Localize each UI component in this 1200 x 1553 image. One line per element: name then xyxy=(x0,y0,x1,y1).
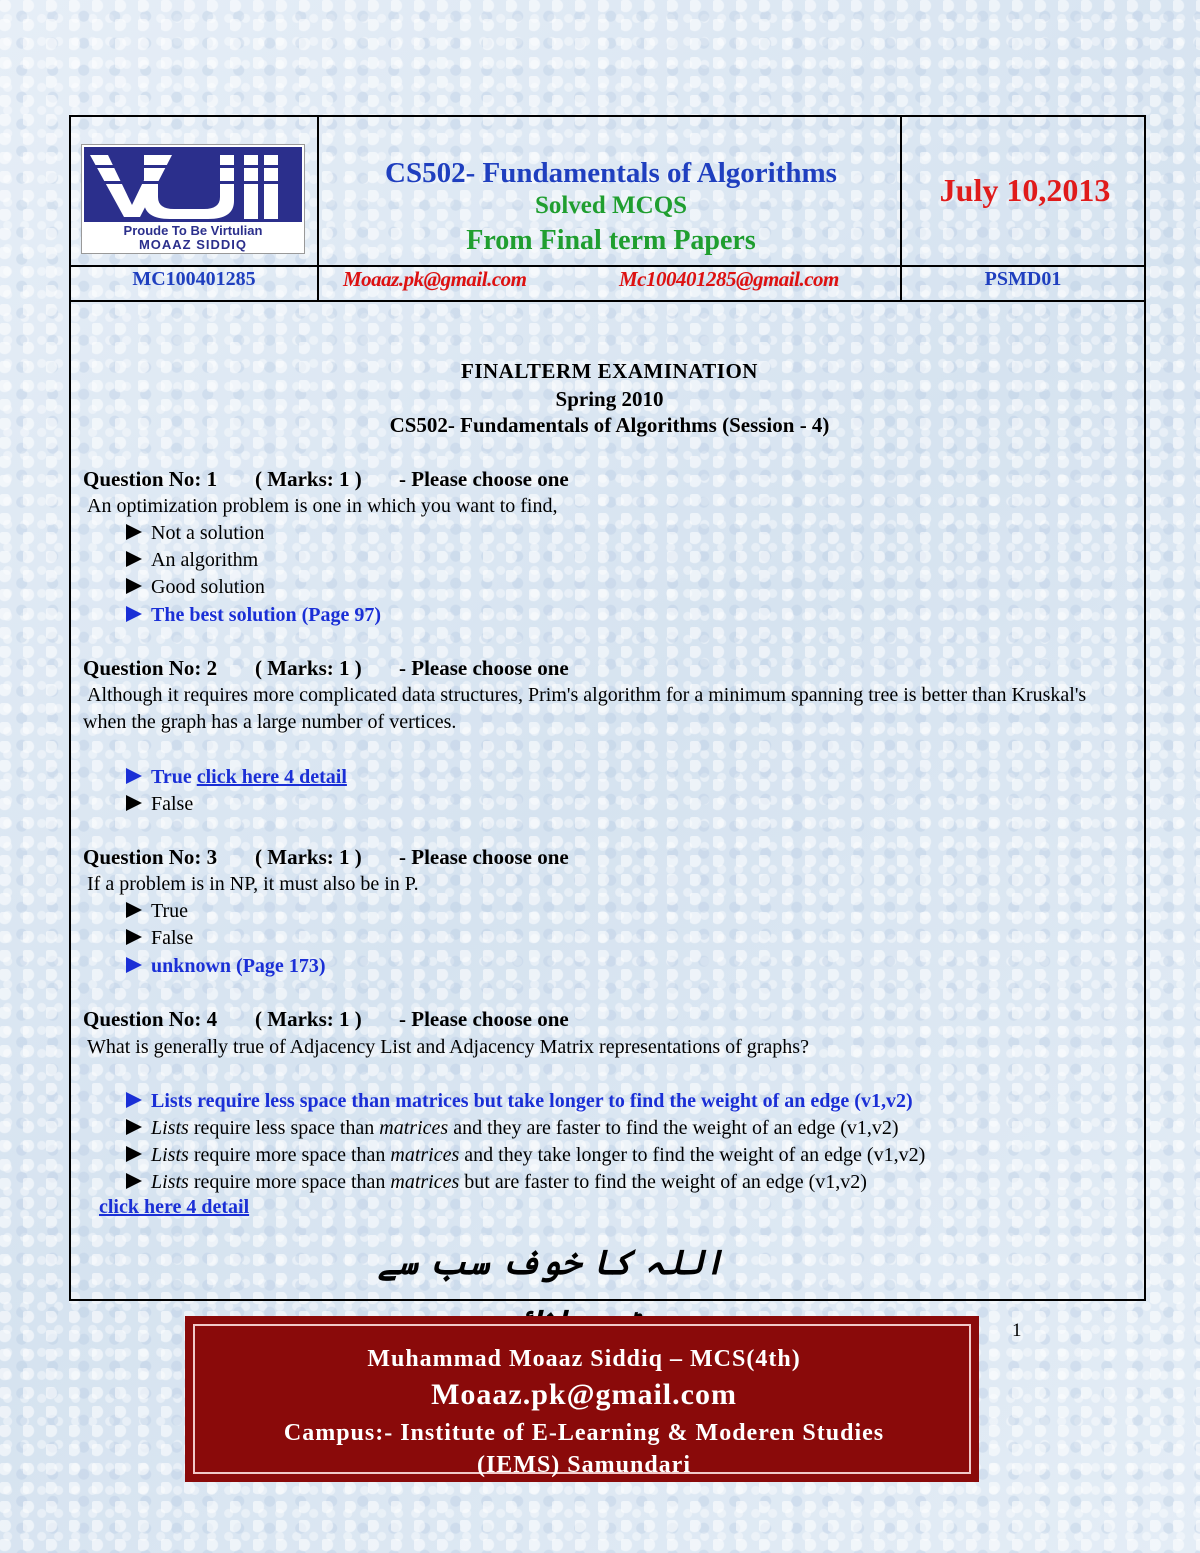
arrow-icon xyxy=(126,1092,142,1108)
question-4-text: What is generally true of Adjacency List and Adjacency Matrix representations of graphs? xyxy=(87,1036,809,1058)
question-instruction: - Please choose one xyxy=(399,656,569,680)
author-footer xyxy=(185,1316,979,1482)
logo-name: MOAAZ SIDDIQ xyxy=(138,237,248,252)
question-3-option-2[interactable]: False xyxy=(126,925,193,952)
question-1-header xyxy=(83,467,569,492)
question-number: Question No: 1 xyxy=(83,467,218,491)
document-subtitle-2: From Final term Papers xyxy=(466,225,756,256)
question-4-option-2[interactable]: Lists require less space than matrices and they are faster to find the weight of an edge (v1,v2) xyxy=(126,1115,899,1142)
document-title: CS502- Fundamentals of Algorithms xyxy=(385,157,837,189)
header-row-divider xyxy=(71,265,1144,267)
question-1-answer[interactable]: The best solution (Page 97) xyxy=(126,602,381,629)
page-number: 1 xyxy=(1012,1320,1022,1341)
arrow-icon xyxy=(126,606,142,622)
arrow-icon xyxy=(126,1173,142,1189)
question-3-text: If a problem is in NP, it must also be in P. xyxy=(87,873,419,895)
question-marks: ( Marks: 1 ) xyxy=(255,656,362,680)
page-frame xyxy=(69,115,1146,1301)
question-instruction: - Please choose one xyxy=(399,1007,569,1031)
question-2-answer[interactable]: True click here 4 detail xyxy=(126,764,347,791)
question-1-option-2[interactable]: An algorithm xyxy=(126,547,258,574)
exam-term: Spring 2010 xyxy=(555,387,664,411)
detail-link-1[interactable]: click here 4 detail xyxy=(196,766,347,788)
exam-title: FINALTERM EXAMINATION xyxy=(461,359,758,383)
footer-campus: Campus:- Institute of E-Learning & Moderen Studies xyxy=(283,1420,885,1446)
footer-border xyxy=(193,1324,971,1478)
urdu-quote xyxy=(361,1233,741,1293)
logo-tagline: Proude To Be Virtulian xyxy=(123,223,263,238)
footer-email: Moaaz.pk@gmail.com xyxy=(431,1378,737,1411)
header-divider-1 xyxy=(317,117,319,301)
arrow-icon xyxy=(126,551,142,567)
question-4-option-3[interactable]: Lists require more space than matrices and they take longer to find the weight of an edge (v1,v2) xyxy=(126,1142,925,1169)
question-instruction: - Please choose one xyxy=(399,845,569,869)
question-marks: ( Marks: 1 ) xyxy=(255,845,362,869)
question-1-option-3[interactable]: Good solution xyxy=(126,574,265,601)
arrow-icon xyxy=(126,795,142,811)
question-1-text: An optimization problem is one in which you want to find, xyxy=(87,495,558,517)
question-number: Question No: 3 xyxy=(83,845,218,869)
question-3-option-1[interactable]: True xyxy=(126,898,188,925)
document-subtitle: Solved MCQS xyxy=(534,192,688,219)
question-2-text: Although it requires more complicated data structures, Prim's algorithm for a minimum spanning tree is better than Kruskal's when the graph has a large number of vertices. xyxy=(83,684,1087,733)
student-id: MC100401285 xyxy=(132,268,256,290)
arrow-icon xyxy=(126,1119,142,1135)
code-label: PSMD01 xyxy=(984,268,1062,290)
arrow-icon xyxy=(126,957,142,973)
question-3-header xyxy=(83,845,569,870)
question-marks: ( Marks: 1 ) xyxy=(255,467,362,491)
question-4-option-4[interactable]: Lists require more space than matrices but are faster to find the weight of an edge (v1,v2) xyxy=(126,1169,867,1196)
arrow-icon xyxy=(126,1146,142,1162)
email-1: Moaaz.pk@gmail.com xyxy=(343,267,527,291)
header-bottom-line xyxy=(71,300,1144,302)
question-marks: ( Marks: 1 ) xyxy=(255,1007,362,1031)
question-number: Question No: 2 xyxy=(83,656,218,680)
arrow-icon xyxy=(126,524,142,540)
urdu-quote-text: اللہ کا خوف سب سے xyxy=(377,1243,725,1283)
question-4-header xyxy=(83,1007,569,1032)
exam-course: CS502- Fundamentals of Algorithms (Session - 4) xyxy=(389,413,830,437)
question-instruction: - Please choose one xyxy=(399,467,569,491)
arrow-icon xyxy=(126,929,142,945)
email-2: Mc100401285@gmail.com xyxy=(619,267,839,291)
question-3-answer[interactable]: unknown (Page 173) xyxy=(126,953,325,980)
question-4-answer[interactable]: Lists require less space than matrices but take longer to find the weight of an edge (v1,v2) xyxy=(126,1088,913,1115)
detail-link-2[interactable]: click here 4 detail xyxy=(99,1196,250,1218)
arrow-icon xyxy=(126,902,142,918)
document-date: July 10,2013 xyxy=(939,172,1111,208)
footer-author: Muhammad Moaaz Siddiq – MCS(4th) xyxy=(367,1346,801,1372)
question-2-option-2[interactable]: False xyxy=(126,791,193,818)
footer-location: (IEMS) Samundari xyxy=(476,1452,692,1478)
vu-logo-mark xyxy=(84,147,302,222)
vu-logo xyxy=(81,144,305,254)
question-2-header xyxy=(83,656,569,681)
arrow-icon xyxy=(126,768,142,784)
arrow-icon xyxy=(126,578,142,594)
question-number: Question No: 4 xyxy=(83,1007,218,1031)
question-1-option-1[interactable]: Not a solution xyxy=(126,520,264,547)
